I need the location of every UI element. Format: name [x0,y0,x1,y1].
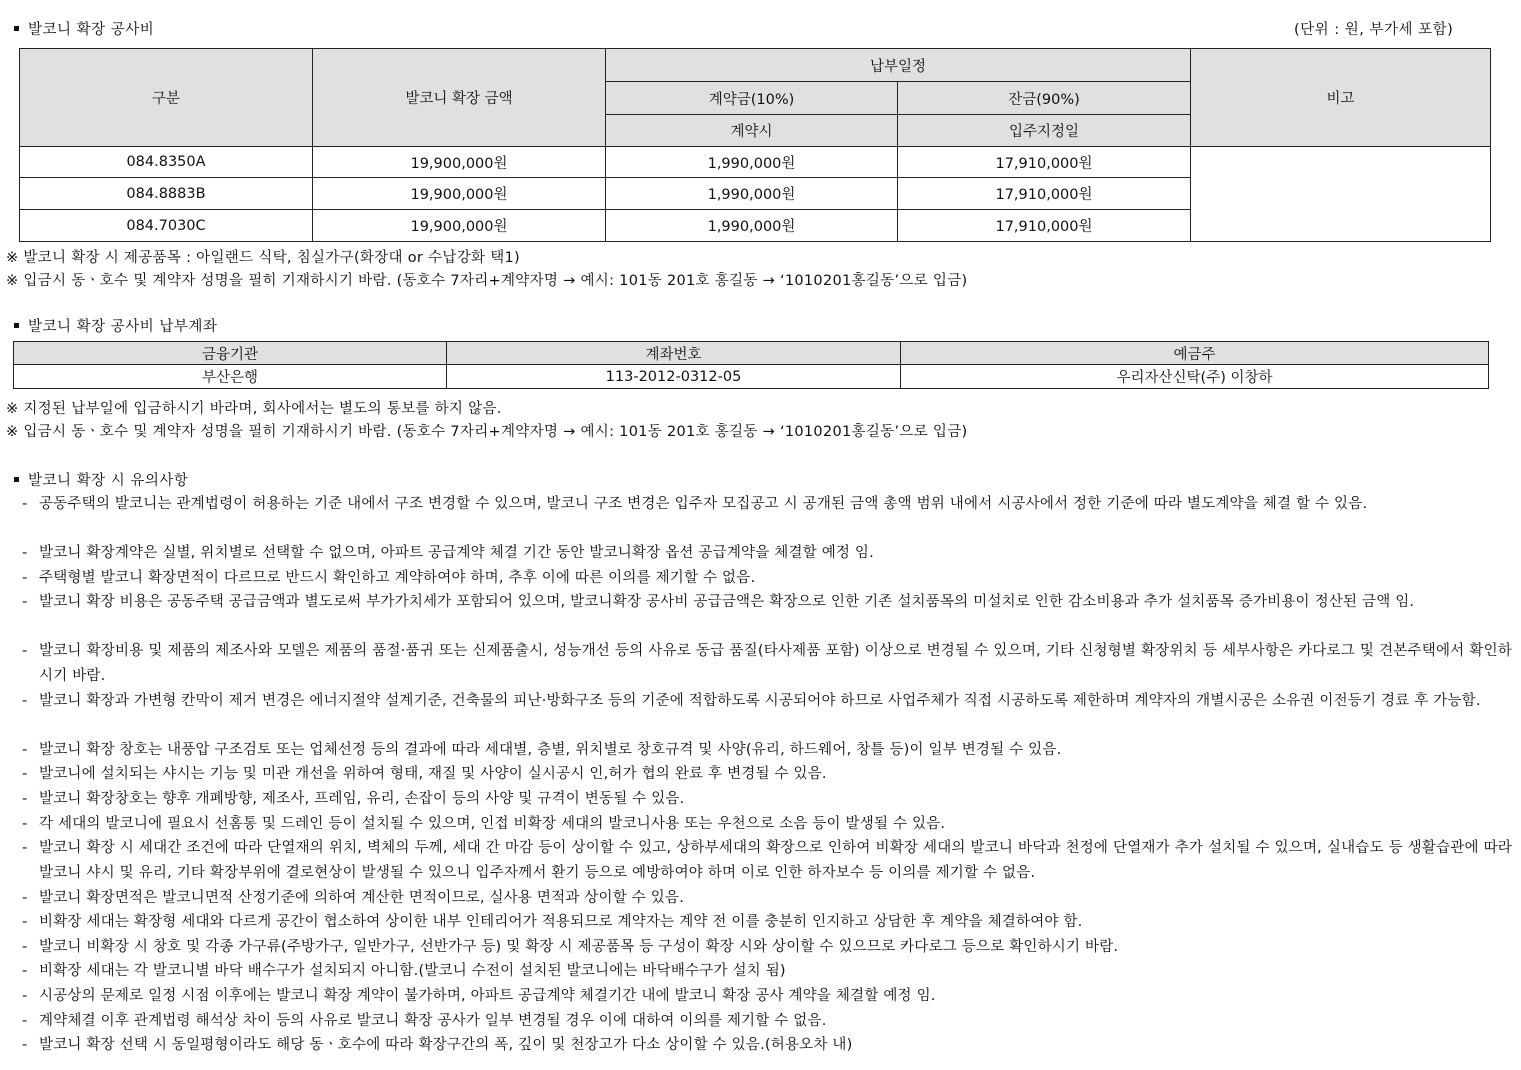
header-holder: 예금주 [901,342,1489,365]
precaution-item: - 발코니 확장 시 세대간 조건에 따라 단열재의 위치, 벽체의 두께, 세대 간 마감 등이 상이할 수 있고, 상하부세대의 확장으로 인하여 비확장 세대의 발코니 바닥과 천정에 단열재가 추가 설치될 수 있으며, 실내습도 등 생활습관에 따라 발코니 샤시 및 유리, 기타 확장부위에 결로현상이 발생될 수 있으니 입주자께서 환기 등으로 예방하여야 하며 이로 인한 하자보수 등 이의를 제기할 수 없음. [22,840,1512,881]
header-balance-when: 입주지정일 [898,115,1191,147]
cell-amount: 19,900,000원 [313,210,606,242]
header-amount: 발코니 확장 금액 [313,49,606,147]
precaution-item: - 발코니 확장계약은 실별, 위치별로 선택할 수 없으며, 아파트 공급계약 체결 기간 동안 발코니확장 옵션 공급계약을 체결할 예정 임. [22,545,874,561]
note-deposit-naming: ※ 입금시 동ㆍ호수 및 계약자 성명을 필히 기재하시기 바람. (동호수 7자리+계약자명 → 예시: 101동 201호 홍길동 → ‘1010201홍길동’으로 입금) [6,424,968,440]
section-title-payment-account: 발코니 확장 공사비 납부계좌 [14,315,217,336]
note-provided-items: ※ 발코니 확장 시 제공품목 : 아일랜드 식탁, 침실가구(화장대 or 수납강화 택1) [6,250,521,266]
note-payment-date: ※ 지정된 납부일에 입금하시기 바라며, 회사에서는 별도의 통보를 하지 않음. [6,401,502,417]
cell-deposit: 1,990,000원 [606,210,898,242]
precaution-item: - 비확장 세대는 확장형 세대와 다르게 공간이 협소하여 상이한 내부 인테리어가 적용되므로 계약자는 계약 전 이를 충분히 인지하고 상담한 후 계약을 체결하여야 함. [22,914,1083,930]
precaution-item: - 발코니 확장 창호는 내풍압 구조검토 또는 업체선정 등의 결과에 따라 세대별, 층별, 위치별로 창호규격 및 사양(유리, 하드웨어, 창틀 등)이 일부 변경될 수 있음. [22,742,1062,758]
note-deposit-naming: ※ 입금시 동ㆍ호수 및 계약자 성명을 필히 기재하시기 바람. (동호수 7자리+계약자명 → 예시: 101동 201호 홍길동 → ‘1010201홍길동’으로 입금) [6,273,968,289]
precaution-item: - 발코니 확장창호는 향후 개폐방향, 제조사, 프레임, 유리, 손잡이 등의 사양 및 규격이 변동될 수 있음. [22,791,685,807]
cell-balance: 17,910,000원 [898,178,1191,210]
precaution-item: - 발코니 확장과 가변형 칸막이 제거 변경은 에너지절약 설계기준, 건축물의 피난·방화구조 등의 기준에 적합하도록 시공되어야 하므로 사업주체가 직접 시공하도록 제한하며 계약자의 개별시공은 소유권 이전등기 경료 후 가능함. [22,693,1481,709]
precaution-item: - 발코니 비확장 시 창호 및 각종 가구류(주방가구, 일반가구, 선반가구 등) 및 확장 시 제공품목 등 구성이 확장 시와 상이할 수 있으므로 카다로그 등으로 확인하시기 바람. [22,939,1119,955]
header-deposit: 계약금(10%) [606,82,898,115]
header-deposit-when: 계약시 [606,115,898,147]
section-title-balcony-cost: 발코니 확장 공사비 [14,18,154,39]
precaution-item: - 주택형별 발코니 확장면적이 다르므로 반드시 확인하고 계약하여야 하며, 추후 이에 따른 이의를 제기할 수 없음. [22,570,756,586]
cell-amount: 19,900,000원 [313,178,606,210]
cell-type: 084.8350A [20,147,313,178]
bullet-icon [14,477,19,482]
cell-amount: 19,900,000원 [313,147,606,178]
precaution-item: - 공동주택의 발코니는 관계법령이 허용하는 기준 내에서 구조 변경할 수 있으며, 발코니 구조 변경은 입주자 모집공고 시 공개된 금액 총액 범위 내에서 시공사에서 정한 기준에 따라 별도계약을 체결 할 수 있음. [22,496,1368,512]
table-row [14,365,1489,389]
precaution-item: - 비확장 세대는 각 발코니별 바닥 배수구가 설치되지 아니함.(발코니 수전이 설치된 발코니에는 바닥배수구가 설치 됨) [22,963,786,979]
precaution-item: - 각 세대의 발코니에 필요시 선홈통 및 드레인 등이 설치될 수 있으며, 인접 비확장 세대의 발코니사용 또는 우천으로 소음 등이 발생될 수 있음. [22,816,946,832]
balcony-cost-table [19,48,1491,242]
cell-account-holder: 우리자산신탁(주) 이창하 [901,365,1489,389]
cell-bank: 부산은행 [14,365,447,389]
cell-account-number: 113-2012-0312-05 [447,365,901,389]
precaution-item: - 발코니에 설치되는 샤시는 기능 및 미관 개선을 위하여 형태, 재질 및 사양이 실시공시 인,허가 협의 완료 후 변경될 수 있음. [22,766,827,782]
precaution-item: - 발코니 확장비용 및 제품의 제조사와 모델은 제품의 품절·품귀 또는 신제품출시, 성능개선 등의 사유로 동급 품질(타사제품 포함) 이상으로 변경될 수 있으며, 기타 신청형별 확장위치 등 세부사항은 카다로그 및 견본주택에서 확인하시기 바람. [22,643,1512,684]
precaution-item: - 발코니 확장 선택 시 동일평형이라도 해당 동ㆍ호수에 따라 확장구간의 폭, 깊이 및 천장고가 다소 상이할 수 있음.(허용오차 내) [22,1037,853,1053]
cell-balance: 17,910,000원 [898,210,1191,242]
cell-deposit: 1,990,000원 [606,147,898,178]
cell-type: 084.8883B [20,178,313,210]
header-account: 계좌번호 [447,342,901,365]
cell-remarks [1191,147,1491,242]
header-remarks: 비고 [1191,49,1491,147]
cell-balance: 17,910,000원 [898,147,1191,178]
cell-type: 084.7030C [20,210,313,242]
section-title-precautions: 발코니 확장 시 유의사항 [14,469,188,490]
cell-deposit: 1,990,000원 [606,178,898,210]
table-row [20,147,1491,178]
header-category: 구분 [20,49,313,147]
precaution-item: - 계약체결 이후 관계법령 해석상 차이 등의 사유로 발코니 확장 공사가 일부 변경될 경우 이에 대하여 이의를 제기할 수 없음. [22,1013,827,1029]
precaution-item: - 발코니 확장면적은 발코니면적 산정기준에 의하여 계산한 면적이므로, 실사용 면적과 상이할 수 있음. [22,890,685,906]
header-bank: 금융기관 [14,342,447,365]
bullet-icon [14,323,19,328]
header-balance: 잔금(90%) [898,82,1191,115]
header-schedule: 납부일정 [606,49,1191,82]
precaution-item: - 발코니 확장 비용은 공동주택 공급금액과 별도로써 부가가치세가 포함되어 있으며, 발코니확장 공사비 공급금액은 확장으로 인한 기존 설치품목의 미설치로 인한 감소비용과 추가 설치품목 증가비용이 정산된 금액 임. [22,594,1415,610]
precaution-item: - 시공상의 문제로 일정 시점 이후에는 발코니 확장 계약이 불가하며, 아파트 공급계약 체결기간 내에 발코니 확장 공사 계약을 체결할 예정 임. [22,988,936,1004]
unit-note: (단위 : 원, 부가세 포함) [1294,22,1454,38]
bullet-icon [14,26,19,31]
payment-account-table [13,341,1489,389]
